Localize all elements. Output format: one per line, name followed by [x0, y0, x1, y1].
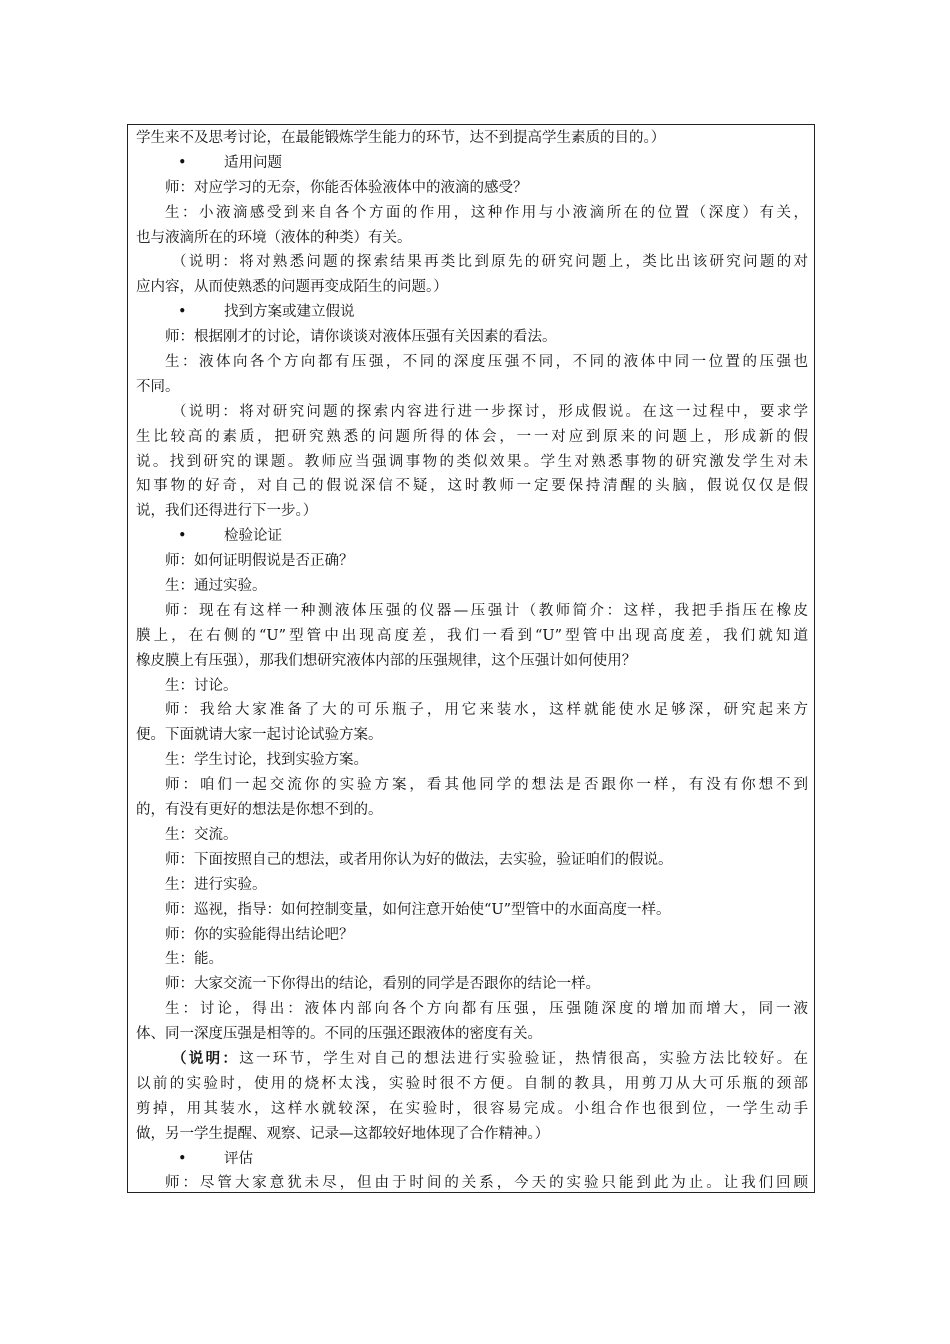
- text-line: 应内容，从而使熟悉的问题再变成陌生的问题。）: [136, 279, 448, 296]
- text-line: 以前的实验时，使用的烧杯太浅，实验时很不方便。自制的教具，用剪刀从大可乐瓶的颈部: [136, 1075, 808, 1092]
- text-line: 师：下面按照自己的想法，或者用你认为好的做法，去实验，验证咱们的假说。: [165, 851, 673, 868]
- text-line: 师：尽管大家意犹未尽，但由于时间的关系，今天的实验只能到此为止。让我们回顾: [165, 1175, 808, 1192]
- text-line: 师：巡视，指导：如何控制变量，如何注意开始使“U”型管中的水面高度一样。: [165, 901, 671, 918]
- text-line: 生：小液滴感受到来自各个方面的作用，这种作用与小液滴所在的位置（深度）有关，: [165, 204, 808, 221]
- bullet-icon: •: [178, 1150, 187, 1167]
- text-line: 说，我们还得进行下一步。）: [136, 503, 318, 520]
- section-heading-text: 找到方案或建立假说: [224, 304, 355, 321]
- lesson-text: [136, 126, 808, 1196]
- text-line: 师：我给大家准备了大的可乐瓶子，用它来装水，这样就能使水足够深，研究起来方: [165, 702, 808, 719]
- section-heading: [136, 151, 808, 176]
- text-line: 膜上，在右侧的“U”型管中出现高度差，我们一看到“U”型管中出现高度差，我们就知道: [136, 627, 808, 644]
- section-heading-text: 检验论证: [224, 528, 282, 545]
- bullet-icon: •: [178, 154, 187, 171]
- text-line: 生比较高的素质，把研究熟悉的问题所得的体会，一一对应到原来的问题上，形成新的假: [136, 428, 808, 445]
- text-line: （说明：将对熟悉问题的探索结果再类比到原先的研究问题上，类比出该研究问题的对: [172, 254, 808, 271]
- note-text: 这一环节，学生对自己的想法进行实验验证，热情很高，实验方法比较好。在: [239, 1050, 809, 1067]
- text-line: 师：现在有这样一种测液体压强的仪器—压强计（教师简介：这样，我把手指压在橡皮: [165, 602, 808, 619]
- section-heading: [136, 300, 808, 325]
- text-line: 生：液体向各个方向都有压强，不同的深度压强不同，不同的液体中同一位置的压强也: [165, 354, 808, 371]
- text-line: 生：进行实验。: [165, 876, 267, 893]
- text-line: 生：能。: [165, 951, 223, 968]
- text-line: 师：根据刚才的讨论，请你谈谈对液体压强有关因素的看法。: [165, 329, 557, 346]
- text-line: 做，另一学生提醒、观察、记录—这都较好地体现了合作精神。）: [136, 1125, 550, 1142]
- text-line: 说。找到研究的课题。教师应当强调事物的类似效果。学生对熟悉事物的研究激发学生对未: [136, 453, 808, 470]
- text-line: 师：大家交流一下你得出的结论，看别的同学是否跟你的结论一样。: [165, 976, 600, 993]
- text-line: 橡皮膜上有压强），那我们想研究液体内部的压强规律，这个压强计如何使用？: [136, 652, 637, 669]
- section-heading: [136, 524, 808, 549]
- text-line: 体、同一深度压强是相等的。不同的压强还跟液体的密度有关。: [136, 1026, 542, 1043]
- text-line: 师：咱们一起交流你的实验方案，看其他同学的想法是否跟你一样，有没有你想不到: [165, 777, 808, 794]
- text-line: 学生来不及思考讨论，在最能锻炼学生能力的环节，达不到提高学生素质的目的。）: [136, 130, 666, 146]
- text-line: 剪掉，用其装水，这样水就较深，在实验时，很容易完成。小组合作也很到位，一学生动手: [136, 1100, 808, 1117]
- text-line: 便。下面就请大家一起讨论试验方案。: [136, 727, 383, 744]
- text-line: 生：讨论。: [165, 677, 238, 694]
- lesson-table-cell: [127, 124, 815, 1193]
- text-line: 师：如何证明假说是否正确？: [165, 553, 354, 570]
- text-line: 知事物的好奇，对自己的假说深信不疑，这时教师一定要保持清醒的头脑，假说仅仅是假: [136, 478, 808, 495]
- text-line: 师：对应学习的无奈，你能否体验液体中的液滴的感受？: [165, 179, 528, 196]
- note-label: （说明：: [172, 1049, 240, 1067]
- bullet-icon: •: [178, 528, 187, 545]
- text-line: 的，有没有更好的想法是你想不到的。: [136, 802, 383, 819]
- section-heading-text: 适用问题: [224, 154, 282, 171]
- text-line: 生：讨论，得出：液体内部向各个方向都有压强，压强随深度的增加而增大，同一液: [165, 1001, 808, 1018]
- section-heading-text: 评估: [224, 1150, 253, 1167]
- text-line: （说明：将对研究问题的探索内容进行进一步探讨，形成假说。在这一过程中，要求学: [172, 403, 808, 420]
- section-heading: [136, 1147, 808, 1172]
- text-line: [136, 1047, 808, 1072]
- text-line: 师：你的实验能得出结论吧？: [165, 926, 354, 943]
- text-line: 也与液滴所在的环境（液体的种类）有关。: [136, 229, 412, 246]
- text-line: 不同。: [136, 378, 180, 395]
- text-line: 生：学生讨论，找到实验方案。: [165, 752, 368, 769]
- text-line: 生：通过实验。: [165, 578, 267, 595]
- bullet-icon: •: [178, 304, 187, 321]
- text-line: 生：交流。: [165, 826, 238, 843]
